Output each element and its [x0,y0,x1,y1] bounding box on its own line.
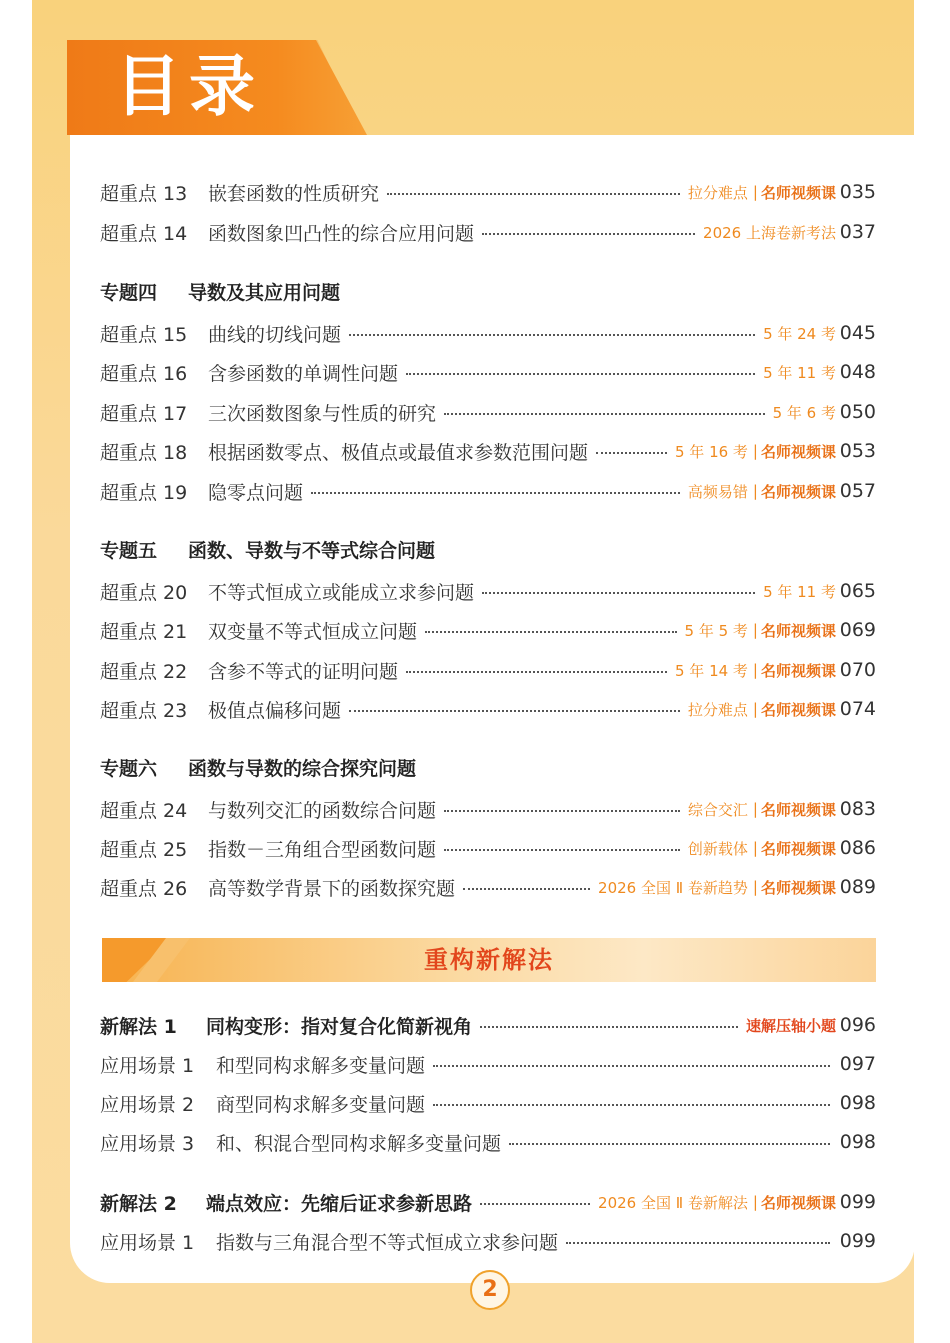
item-label: 超重点 24 [100,799,188,822]
item-label: 超重点 18 [100,441,188,464]
item-tag: 综合交汇 [687,800,748,819]
item-title: 函数图象凹凸性的综合应用问题 [208,222,475,245]
item-label: 超重点 20 [100,581,188,604]
leader-dots [566,1242,830,1244]
page-number: 053 [839,440,876,462]
leader-dots [480,1026,738,1028]
leader-dots [406,671,667,673]
section-heading [100,536,435,566]
video-badge[interactable]: 名师视频课 [760,700,836,719]
scene-row[interactable] [100,1088,876,1118]
tag-separator: | [752,839,758,857]
video-badge[interactable]: 名师视频课 [760,442,836,461]
leader-dots [425,631,677,633]
item-tag: 高频易错 [687,482,748,501]
leader-dots [349,334,755,336]
tag-separator: | [752,661,758,679]
leader-dots [596,452,667,454]
item-label: 超重点 25 [100,838,188,861]
leader-dots [311,492,680,494]
leader-dots [509,1143,830,1145]
page-number: 069 [839,619,876,641]
page-edge [0,0,32,1343]
video-badge[interactable]: 名师视频课 [760,878,836,897]
section-heading [100,278,340,308]
leader-dots [444,810,680,812]
video-badge[interactable]: 名师视频课 [760,839,836,858]
page-number: 083 [839,798,876,820]
page-number: 089 [839,876,876,898]
page-number: 065 [839,580,876,602]
page-number: 035 [839,181,876,203]
item-label: 超重点 17 [100,402,188,425]
toc-row[interactable] [100,615,876,645]
page-title: 目录 [115,48,263,125]
method-row[interactable] [100,1010,876,1040]
item-tag: 5 年 16 考 [674,442,748,461]
toc-row[interactable] [100,794,876,824]
item-label: 超重点 21 [100,620,188,643]
tag-separator: | [752,621,758,639]
tag-separator: | [752,482,758,500]
item-tag: 2026 上海卷新考法 [703,223,836,242]
tag-separator: | [752,878,758,896]
page-number: 037 [839,221,876,243]
leader-dots [444,849,680,851]
toc-row[interactable] [100,694,876,724]
item-tag: 5 年 5 考 [684,621,748,640]
video-badge[interactable]: 名师视频课 [760,661,836,680]
scene-label: 应用场景 1 [100,1231,195,1254]
leader-dots [349,710,680,712]
video-badge[interactable]: 名师视频课 [760,183,836,202]
scene-row[interactable] [100,1226,876,1256]
toc-row[interactable] [100,833,876,863]
item-tag: 5 年 14 考 [674,661,748,680]
toc-row[interactable] [100,357,876,387]
item-tag: 5 年 24 考 [763,324,836,343]
item-label: 超重点 14 [100,222,188,245]
toc-row[interactable] [100,872,876,902]
toc-row[interactable] [100,217,876,247]
scene-label: 应用场景 3 [100,1132,195,1155]
scene-title: 指数与三角混合型不等式恒成立求参问题 [216,1231,559,1254]
scene-title: 商型同构求解多变量问题 [216,1093,426,1116]
item-tag: 5 年 11 考 [763,363,836,382]
item-title: 高等数学背景下的函数探究题 [208,877,456,900]
item-tag: 2026 全国 Ⅱ 卷新趋势 [598,878,748,897]
leader-dots [387,193,680,195]
item-label: 超重点 15 [100,323,188,346]
item-title: 含参不等式的证明问题 [208,660,399,683]
page-number: 050 [839,401,876,423]
leader-dots [482,233,695,235]
toc-row[interactable] [100,576,876,606]
scene-label: 应用场景 1 [100,1054,195,1077]
section-title: 导数及其应用问题 [188,282,341,304]
method-title: 同构变形：指对复合化简新视角 [206,1015,473,1038]
toc-row[interactable] [100,476,876,506]
toc-row[interactable] [100,177,876,207]
toc-row[interactable] [100,655,876,685]
video-badge[interactable]: 名师视频课 [760,1193,836,1212]
leader-dots [482,592,755,594]
item-title: 与数列交汇的函数综合问题 [208,799,437,822]
page-number: 097 [839,1053,876,1075]
item-title: 双变量不等式恒成立问题 [208,620,418,643]
item-title: 根据函数零点、极值点或最值求参数范围问题 [208,441,589,464]
section-heading [100,754,416,784]
toc-row[interactable] [100,397,876,427]
item-title: 曲线的切线问题 [208,323,342,346]
leader-dots [433,1104,830,1106]
page-number: 098 [839,1092,876,1114]
scene-title: 和型同构求解多变量问题 [216,1054,426,1077]
item-tag: 5 年 11 考 [763,582,836,601]
item-tag: 2026 全国 Ⅱ 卷新解法 [598,1193,748,1212]
item-title: 三次函数图象与性质的研究 [208,402,437,425]
item-title: 不等式恒成立或能成立求参问题 [208,581,475,604]
section-label: 专题六 [100,758,158,780]
page-number: 070 [839,659,876,681]
scene-row[interactable] [100,1049,876,1079]
page-number: 086 [839,837,876,859]
method-label: 新解法 2 [100,1192,177,1215]
section-label: 专题四 [100,282,158,304]
section-label: 专题五 [100,540,158,562]
video-badge[interactable]: 名师视频课 [760,482,836,501]
video-badge[interactable]: 名师视频课 [760,800,836,819]
item-title: 指数－三角组合型函数问题 [208,838,437,861]
page-number: 057 [839,480,876,502]
page-number: 074 [839,698,876,720]
scene-label: 应用场景 2 [100,1093,195,1116]
page-number-badge: 2 [470,1270,510,1310]
scene-row[interactable] [100,1127,876,1157]
tag-separator: | [752,800,758,818]
item-title: 隐零点问题 [208,481,304,504]
video-badge[interactable]: 名师视频课 [760,621,836,640]
method-row[interactable] [100,1187,876,1217]
leader-dots [480,1203,590,1205]
leader-dots [406,373,755,375]
page-number: 048 [839,361,876,383]
page-number: 099 [839,1230,876,1252]
leader-dots [444,413,765,415]
toc-row[interactable] [100,318,876,348]
page-number: 045 [839,322,876,344]
item-label: 超重点 19 [100,481,188,504]
item-label: 超重点 22 [100,660,188,683]
item-label: 超重点 26 [100,877,188,900]
section-title: 函数、导数与不等式综合问题 [188,540,436,562]
item-label: 超重点 16 [100,362,188,385]
item-tag: 5 年 6 考 [772,403,836,422]
toc-row[interactable] [100,436,876,466]
item-tag: 创新载体 [687,839,748,858]
method-title: 端点效应：先缩后证求参新思路 [206,1192,473,1215]
tag-separator: | [752,1193,758,1211]
item-title: 含参函数的单调性问题 [208,362,399,385]
item-label: 超重点 13 [100,182,188,205]
item-tag: 拉分难点 [687,183,748,202]
page-number: 098 [839,1131,876,1153]
tag-separator: | [752,183,758,201]
method-label: 新解法 1 [100,1015,177,1038]
tag-separator: | [752,700,758,718]
leader-dots [463,888,590,890]
leader-dots [433,1065,830,1067]
tag-separator: | [752,442,758,460]
item-title: 极值点偏移问题 [208,699,342,722]
item-tag: 速解压轴小题 [745,1016,836,1035]
band-title: 重构新解法 [424,946,554,974]
page-number: 099 [839,1191,876,1213]
section-title: 函数与导数的综合探究问题 [188,758,417,780]
item-label: 超重点 23 [100,699,188,722]
item-tag: 拉分难点 [687,700,748,719]
scene-title: 和、积混合型同构求解多变量问题 [216,1132,502,1155]
item-title: 嵌套函数的性质研究 [208,182,380,205]
page-number: 096 [839,1014,876,1036]
